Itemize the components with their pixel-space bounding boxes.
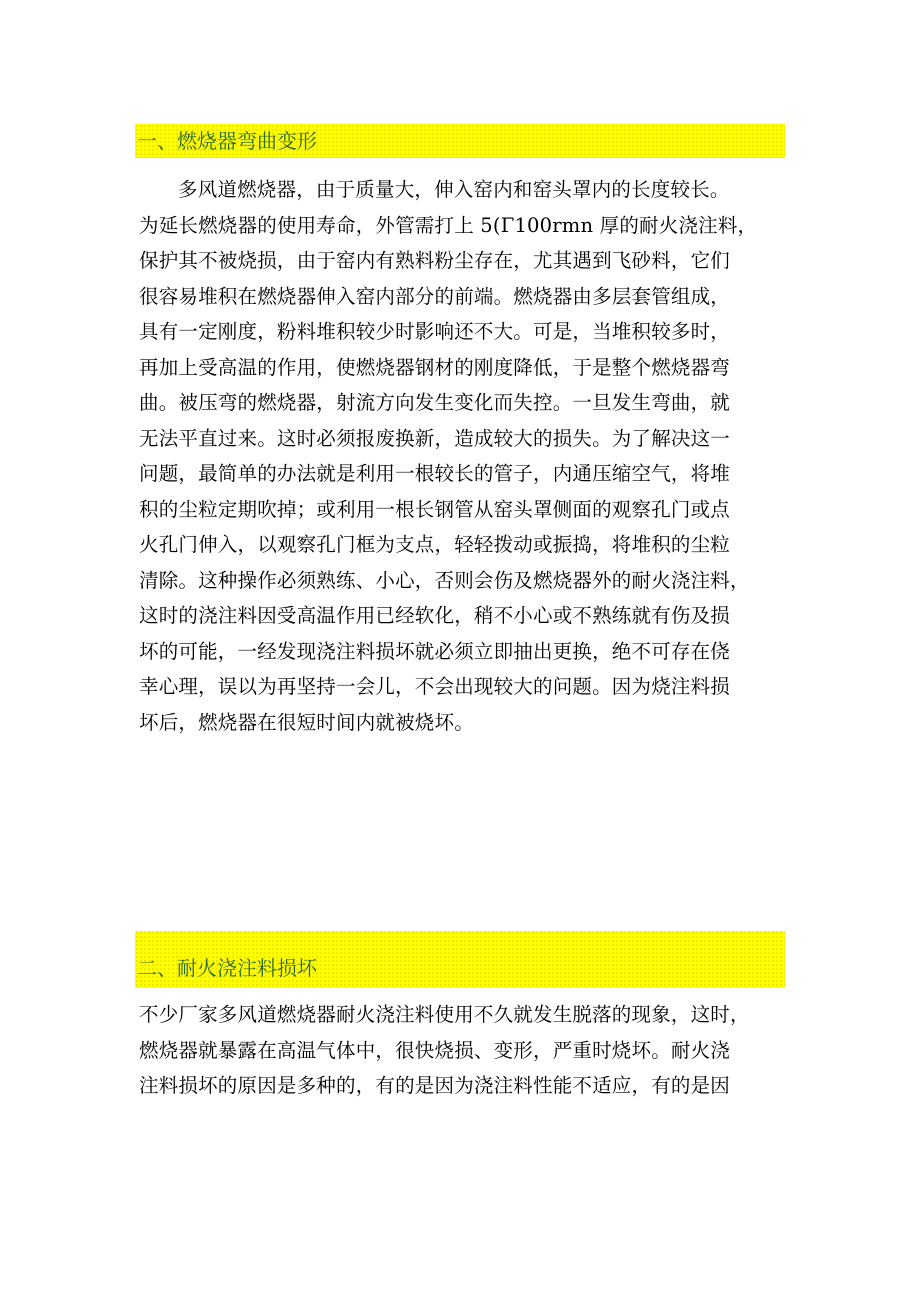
paragraph-line: 这时的浇注料因受高温作用已经软化，稍不小心或不熟练就有伤及损 (139, 604, 731, 627)
paragraph-line: 坏后，燃烧器在很短时间内就被烧坏。 (139, 710, 474, 734)
paragraph-line: 燃烧器就暴露在高温气体中，很快烧损、变形，严重时烧坏。耐火浇 (139, 1038, 731, 1062)
paragraph-line: 幸心理，误以为再坚持一会儿，不会出现较大的问题。因为烧注料损 (139, 675, 731, 698)
paragraph-line: 积的尘粒定期吹掉；或利用一根长钢管从窑头罩侧面的观察孔门或点 (139, 497, 731, 521)
paragraph-line: 火孔门伸入，以观察孔门框为支点，轻轻拨动或振捣，将堆积的尘粒 (139, 533, 731, 556)
paragraph-line: 曲。被压弯的燃烧器，射流方向发生变化而失控。一旦发生弯曲，就 (139, 391, 731, 414)
section-body-2 (139, 997, 799, 1104)
paragraph-line: 问题，最简单的办法就是利用一根较长的管子，内通压缩空气，将堆 (139, 462, 731, 485)
paragraph-line: 注料损坏的原因是多种的，有的是因为浇注料性能不适应，有的是因 (139, 1074, 731, 1097)
paragraph-line: 不少厂家多风道燃烧器耐火浇注料使用不久就发生脱落的现象，这时， (139, 1003, 750, 1026)
paragraph-line: 无法平直过来。这时必须报废换新，造成较大的损失。为了解决这一 (139, 426, 731, 450)
paragraph-line: 多风道燃烧器，由于质量大，伸入窑内和窑头罩内的长度较长。 (178, 178, 730, 201)
paragraph-line: 保护其不被烧损，由于窑内有熟料粉尘存在，尤其遇到飞砂料，它们 (139, 249, 731, 272)
paragraph-line: 很容易堆积在燃烧器伸入窑内部分的前端。燃烧器由多层套管组成， (139, 284, 731, 308)
paragraph-line: 再加上受高温的作用，使燃烧器钢材的刚度降低，于是整个燃烧器弯 (139, 355, 731, 379)
paragraph-line: 具有一定刚度，粉料堆积较少时影响还不大。可是，当堆积较多时， (139, 320, 731, 343)
section-body-1 (139, 172, 799, 740)
section-heading-2: 二、耐火浇注料损坏 (135, 931, 785, 988)
paragraph-line: 清除。这种操作必须熟练、小心，否则会伤及燃烧器外的耐火浇注料， (139, 568, 750, 592)
paragraph-line: 坏的可能，一经发现浇注料损坏就必须立即抽出更换，绝不可存在侥 (139, 639, 731, 663)
paragraph-line: 为延长燃烧器的使用寿命，外管需打上 5(Γ100rmn 厚的耐火浇注料， (139, 213, 758, 237)
section-heading-1: 一、燃烧器弯曲变形 (135, 124, 785, 158)
